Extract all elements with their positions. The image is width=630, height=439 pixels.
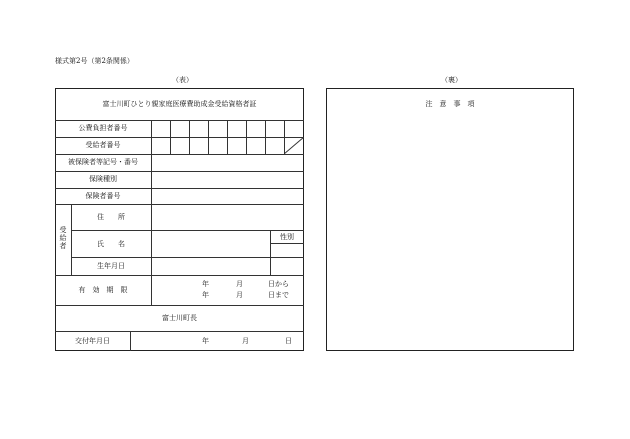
divider (55, 204, 304, 205)
validity-to-year: 年 (202, 291, 209, 299)
digit-box-divider (189, 120, 190, 154)
divider (55, 188, 304, 189)
recipient-group-label: 受給者 (59, 226, 67, 250)
divider (55, 137, 304, 138)
divider (55, 275, 304, 276)
divider (55, 305, 304, 306)
digit-box-divider (227, 120, 228, 154)
divider (270, 243, 304, 244)
divider (55, 120, 304, 121)
divider (151, 120, 152, 205)
diagonal-slash (284, 137, 304, 154)
insurance-type-label: 保険種別 (89, 175, 117, 183)
insurer-number-label: 保険者番号 (85, 192, 121, 200)
divider (130, 331, 131, 351)
digit-box-divider (170, 120, 171, 154)
front-title: 富士川町ひとり親家庭医療費助成金受給資格者証 (102, 100, 257, 108)
name-label: 氏 名 (97, 240, 125, 248)
digit-box-divider (265, 120, 266, 154)
insured-symbol-label: 被保険者等記号・番号 (68, 158, 138, 166)
divider (55, 154, 304, 155)
divider (55, 331, 304, 332)
issue-day: 日 (285, 337, 292, 345)
validity-from-year: 年 (202, 280, 209, 288)
digit-box-divider (208, 120, 209, 154)
issue-year: 年 (202, 337, 209, 345)
back-label: （裏） (441, 76, 462, 84)
validity-from-month: 月 (236, 280, 243, 288)
gender-label: 性別 (280, 233, 294, 241)
mayor-label: 富士川町長 (162, 314, 197, 322)
front-label: （表） (172, 76, 193, 84)
birthdate-label: 生年月日 (97, 262, 125, 270)
issue-date-label: 交付年月日 (75, 337, 110, 345)
validity-to-day: 日まで (268, 291, 289, 299)
divider (55, 171, 304, 172)
validity-to-month: 月 (236, 291, 243, 299)
issue-month: 月 (242, 337, 249, 345)
divider (151, 204, 152, 275)
validity-label: 有 効 期 限 (78, 286, 128, 294)
payer-number-label: 公費負担者番号 (78, 124, 128, 132)
digit-box-divider (246, 120, 247, 154)
divider (151, 275, 152, 305)
back-title: 注 意 事 項 (425, 100, 475, 108)
address-label: 住 所 (97, 213, 125, 221)
back-panel (326, 88, 574, 351)
recipient-number-label: 受給者番号 (85, 141, 121, 149)
form-number: 様式第2号（第2条関係） (55, 57, 134, 65)
validity-from-day: 日から (268, 280, 289, 288)
